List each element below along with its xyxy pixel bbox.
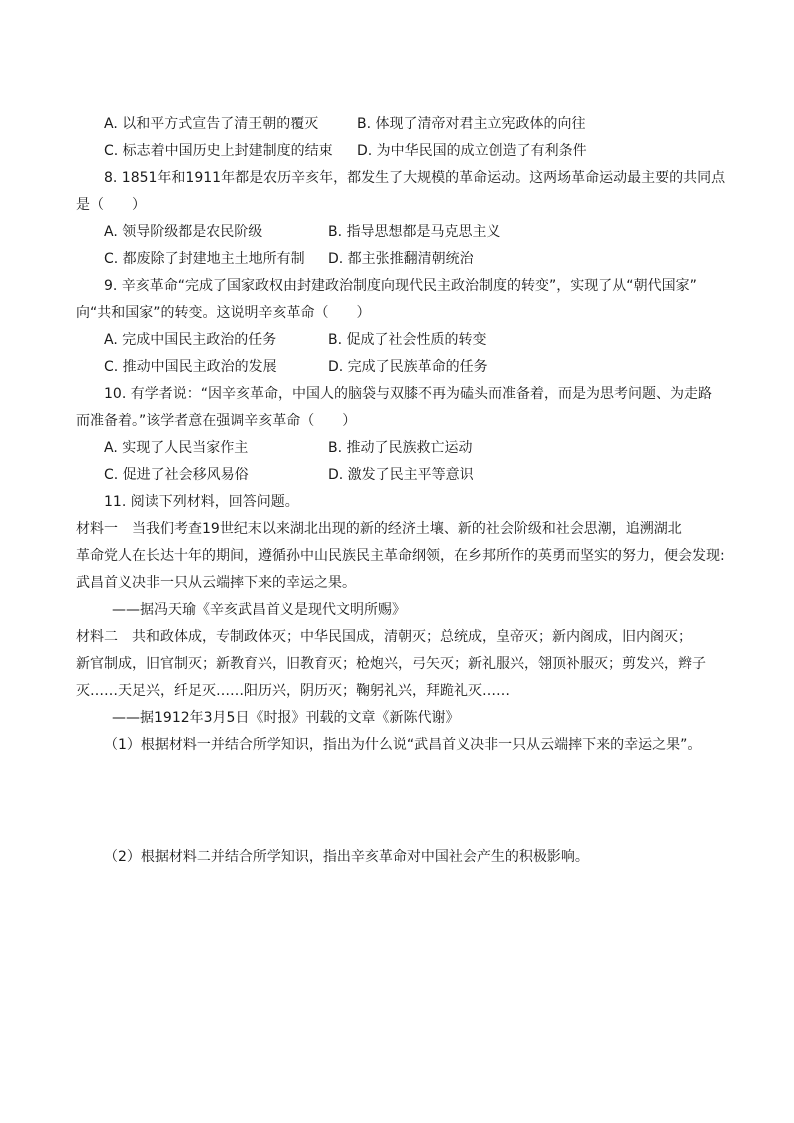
- q9-stem-line2: 向“共和国家”的转变。这说明辛亥革命（ ）: [76, 305, 371, 321]
- q7-option-c: C. 标志着中国历史上封建制度的结束: [104, 143, 333, 159]
- q7-option-b: B. 体现了清帝对君主立宪政体的向往: [357, 116, 586, 132]
- q9-stem-line1: 9. 辛亥革命“完成了国家政权由封建政治制度向现代民主政治制度的转变”，实现了从“朝代国家”: [104, 278, 697, 294]
- q9-option-c: C. 推动中国民主政治的发展: [104, 359, 277, 375]
- q8-option-d: D. 都主张推翻清朝统治: [328, 251, 474, 267]
- q8-stem-line2: 是（ ）: [76, 197, 146, 213]
- q10-option-c: C. 促进了社会移风易俗: [104, 467, 249, 483]
- q10-option-a: A. 实现了人民当家作主: [104, 440, 249, 456]
- q10-option-d: D. 激发了民主平等意识: [328, 467, 474, 483]
- q11-subquestion-2: （2）根据材料二并结合所学知识，指出辛亥革命对中国社会产生的积极影响。: [104, 849, 589, 865]
- q9-option-d: D. 完成了民族革命的任务: [328, 359, 488, 375]
- q11-stem: 11. 阅读下列材料，回答问题。: [104, 494, 299, 510]
- q11-material1-line1: 材料一 当我们考查19世纪末以来湖北出现的新的经济土壤、新的社会阶级和社会思潮，追溯湖北: [76, 521, 682, 537]
- q11-material1-line3: 武昌首义决非一只从云端摔下来的幸运之果。: [76, 575, 356, 591]
- q11-material2-line1: 材料二 共和政体成，专制政体灭；中华民国成，清朝灭；总统成，皇帝灭；新内阁成，旧内阁灭；: [76, 629, 692, 645]
- q11-material2-source: ——据1912年3月5日《时报》刊载的文章《新陈代谢》: [112, 710, 460, 726]
- q10-option-b: B. 推动了民族救亡运动: [328, 440, 473, 456]
- q7-option-d: D. 为中华民国的成立创造了有利条件: [357, 143, 587, 159]
- q9-option-a: A. 完成中国民主政治的任务: [104, 332, 277, 348]
- q8-stem-line1: 8. 1851年和1911年都是农历辛亥年，都发生了大规模的革命运动。这两场革命运动最主要的共同点: [104, 170, 726, 186]
- q11-material1-line2: 革命党人在长达十年的期间，遵循孙中山民族民主革命纲领，在乡邦所作的英勇而坚实的努力，便会发现:: [76, 548, 725, 564]
- q11-subquestion-1: （1）根据材料一并结合所学知识，指出为什么说“武昌首义决非一只从云端摔下来的幸运之果”。: [104, 737, 702, 753]
- q8-option-b: B. 指导思想都是马克思主义: [328, 224, 501, 240]
- q9-option-b: B. 促成了社会性质的转变: [328, 332, 487, 348]
- q11-material1-source: ——据冯天瑜《辛亥武昌首义是现代文明所赐》: [112, 602, 406, 618]
- q8-option-c: C. 都废除了封建地主土地所有制: [104, 251, 305, 267]
- q8-option-a: A. 领导阶级都是农民阶级: [104, 224, 263, 240]
- q11-material2-line2: 新官制成，旧官制灭；新教育兴，旧教育灭；枪炮兴，弓矢灭；新礼服兴，翎顶补服灭；剪发兴，辫子: [76, 656, 706, 672]
- q11-material2-line3: 灭……天足兴，纤足灭……阳历兴，阴历灭；鞠躬礼兴，拜跪礼灭……: [76, 683, 510, 699]
- q7-option-a: A. 以和平方式宣告了清王朝的覆灭: [104, 116, 319, 132]
- q10-stem-line1: 10. 有学者说：“因辛亥革命，中国人的脑袋与双膝不再为磕头而准备着，而是为思考问题、为走路: [104, 386, 712, 402]
- q10-stem-line2: 而准备着。”该学者意在强调辛亥革命（ ）: [76, 413, 357, 429]
